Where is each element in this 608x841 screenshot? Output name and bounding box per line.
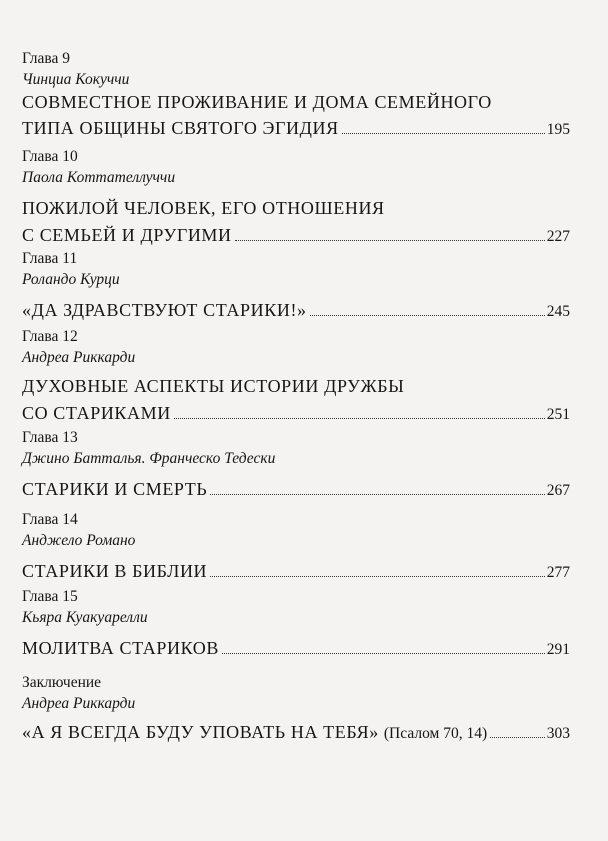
chapter-title-row <box>22 637 570 661</box>
toc-entry <box>22 511 570 584</box>
dot-leader <box>490 737 545 738</box>
toc-entry <box>22 50 570 141</box>
toc-entry <box>22 328 570 426</box>
chapter-title-row <box>22 299 570 323</box>
chapter-title-row <box>22 721 570 745</box>
chapter-author: Андреа Риккарди <box>22 349 136 366</box>
chapter-author: Кьяра Куакуарелли <box>22 609 148 626</box>
chapter-title-line: «А Я ВСЕГДА БУДУ УПОВАТЬ НА ТЕБЯ» <box>22 722 379 742</box>
chapter-title-row <box>22 117 570 141</box>
chapter-title-line: МОЛИТВА СТАРИКОВ <box>22 638 219 658</box>
page-number: 303 <box>546 725 570 742</box>
toc-entry <box>22 250 570 323</box>
chapter-title-row <box>22 224 570 248</box>
chapter-title-row <box>22 478 570 502</box>
chapter-title-line: СОВМЕСТНОЕ ПРОЖИВАНИЕ И ДОМА СЕМЕЙНОГО <box>22 92 492 112</box>
chapter-label: Глава 13 <box>22 429 78 446</box>
dot-leader <box>222 653 545 654</box>
chapter-title-line: «ДА ЗДРАВСТВУЮТ СТАРИКИ!» <box>22 300 307 320</box>
chapter-title-line: С СЕМЬЕЙ И ДРУГИМИ <box>22 225 232 245</box>
chapter-label: Глава 10 <box>22 148 78 165</box>
chapter-title-line: ПОЖИЛОЙ ЧЕЛОВЕК, ЕГО ОТНОШЕНИЯ <box>22 198 385 218</box>
page-number: 251 <box>546 406 570 423</box>
chapter-label: Глава 12 <box>22 328 78 345</box>
chapter-title-row <box>22 402 570 426</box>
toc-entry <box>22 429 570 502</box>
toc-entry <box>22 588 570 661</box>
chapter-label: Глава 14 <box>22 511 78 528</box>
chapter-author: Андреа Риккарди <box>22 695 136 712</box>
chapter-title-line: СО СТАРИКАМИ <box>22 403 171 423</box>
page-number: 291 <box>546 641 570 658</box>
page-number: 227 <box>546 228 570 245</box>
dot-leader <box>235 240 545 241</box>
toc-entry <box>22 674 570 745</box>
page-number: 245 <box>546 303 570 320</box>
chapter-label: Глава 9 <box>22 50 71 67</box>
dot-leader <box>210 494 544 495</box>
page-number: 267 <box>546 482 570 499</box>
chapter-author: Паола Коттателлуччи <box>22 169 176 186</box>
chapter-title-row <box>22 560 570 584</box>
chapter-title-line: СТАРИКИ В БИБЛИИ <box>22 561 208 581</box>
dot-leader <box>174 418 545 419</box>
dot-leader <box>310 315 545 316</box>
chapter-author: Чинциа Кокуччи <box>22 71 130 88</box>
chapter-author: Джино Батталья. Франческо Тедески <box>22 450 276 467</box>
chapter-title-line: ДУХОВНЫЕ АСПЕКТЫ ИСТОРИИ ДРУЖБЫ <box>22 376 405 396</box>
toc-entry <box>22 148 570 248</box>
chapter-label: Глава 11 <box>22 250 78 267</box>
dot-leader <box>210 576 545 577</box>
chapter-title-line: СТАРИКИ И СМЕРТЬ <box>22 479 208 499</box>
chapter-title-line: ТИПА ОБЩИНЫ СВЯТОГО ЭГИДИЯ <box>22 118 339 138</box>
chapter-label: Заключение <box>22 674 102 691</box>
page-number: 277 <box>546 564 570 581</box>
chapter-label: Глава 15 <box>22 588 78 605</box>
page-number: 195 <box>546 121 570 138</box>
chapter-author: Анджело Романо <box>22 532 136 549</box>
chapter-author: Роландо Курци <box>22 271 120 288</box>
dot-leader <box>342 133 545 134</box>
chapter-title-suffix: (Псалом 70, 14) <box>383 725 488 742</box>
